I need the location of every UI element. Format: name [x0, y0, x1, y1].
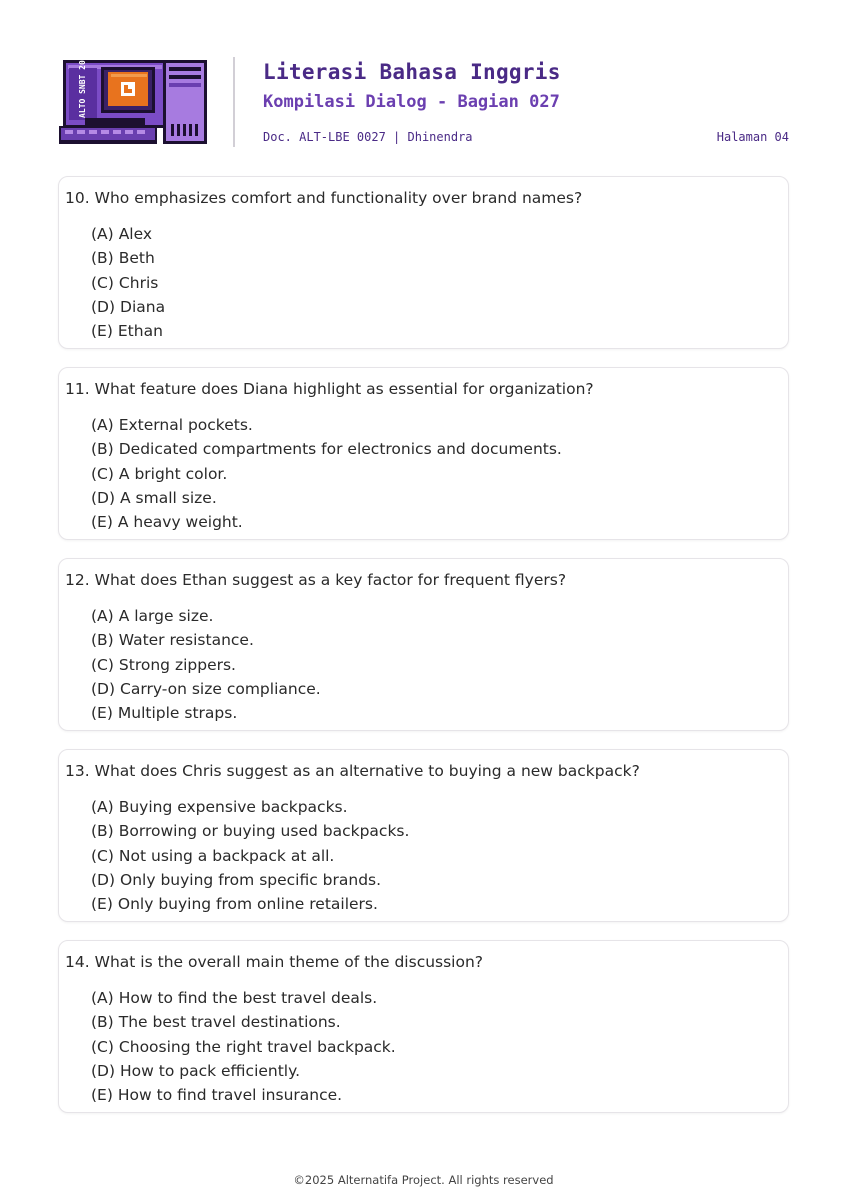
option-letter: (D)	[91, 679, 116, 698]
option-letter: (E)	[91, 322, 113, 341]
answer-options	[91, 413, 562, 534]
question-number: 10.	[65, 189, 90, 207]
option-text: Multiple straps.	[117, 704, 238, 723]
option-text: A bright color.	[118, 464, 228, 483]
option-letter: (E)	[91, 704, 113, 723]
alto-computer-logo	[55, 58, 210, 148]
question-card-11	[58, 367, 789, 540]
option-letter: (D)	[91, 488, 116, 507]
option-text: Diana	[120, 297, 166, 316]
answer-options	[91, 986, 396, 1107]
answer-option-c[interactable]	[91, 1035, 396, 1059]
document-title: Literasi Bahasa Inggris	[263, 60, 561, 84]
answer-option-a[interactable]	[91, 413, 562, 437]
option-letter: (B)	[91, 440, 114, 459]
option-letter: (E)	[91, 1086, 113, 1105]
question-prompt	[65, 762, 640, 780]
option-text: External pockets.	[118, 416, 253, 434]
answer-option-b[interactable]	[91, 246, 165, 270]
option-letter: (C)	[91, 273, 114, 292]
answer-option-d[interactable]	[91, 295, 165, 319]
answer-options	[91, 604, 321, 725]
answer-option-d[interactable]	[91, 868, 409, 892]
question-text: What does Chris suggest as an alternative to buying a new backpack?	[94, 762, 640, 780]
option-letter: (E)	[91, 513, 113, 532]
answer-option-c[interactable]	[91, 271, 165, 295]
question-card-14	[58, 940, 789, 1113]
answer-option-a[interactable]	[91, 795, 409, 819]
option-letter: (D)	[91, 297, 116, 316]
document-id: Doc. ALT-LBE 0027 | Dhinendra	[263, 130, 473, 144]
option-text: Beth	[118, 249, 155, 268]
option-text: Dedicated compartments for electronics and documents.	[118, 440, 562, 459]
answer-option-b[interactable]	[91, 628, 321, 652]
question-prompt	[65, 953, 483, 971]
answer-option-a[interactable]	[91, 604, 321, 628]
option-letter: (D)	[91, 870, 116, 889]
answer-option-d[interactable]	[91, 677, 321, 701]
option-text: How to find the best travel deals.	[118, 989, 378, 1007]
option-text: Borrowing or buying used backpacks.	[118, 822, 410, 841]
option-letter: (B)	[91, 249, 114, 268]
answer-option-e[interactable]	[91, 319, 165, 343]
answer-option-b[interactable]	[91, 437, 562, 461]
question-card-12	[58, 558, 789, 731]
answer-option-e[interactable]	[91, 701, 321, 725]
option-text: Only buying from specific brands.	[120, 870, 382, 889]
document-subtitle: Kompilasi Dialog - Bagian 027	[263, 92, 560, 112]
option-letter: (B)	[91, 1013, 114, 1032]
question-prompt	[65, 571, 566, 589]
option-letter: (A)	[91, 225, 114, 243]
question-text: What is the overall main theme of the discussion?	[94, 953, 484, 971]
question-card-13	[58, 749, 789, 922]
option-text: Alex	[118, 225, 153, 243]
option-text: Buying expensive backpacks.	[118, 798, 348, 816]
question-card-10	[58, 176, 789, 349]
answer-option-d[interactable]	[91, 486, 562, 510]
option-text: How to pack efficiently.	[120, 1061, 301, 1080]
answer-option-e[interactable]	[91, 1083, 396, 1107]
option-text: A small size.	[120, 488, 217, 507]
answer-option-d[interactable]	[91, 1059, 396, 1083]
option-text: A large size.	[118, 607, 214, 625]
option-text: Chris	[118, 273, 159, 292]
question-prompt	[65, 380, 594, 398]
option-letter: (C)	[91, 655, 114, 674]
option-letter: (B)	[91, 822, 114, 841]
answer-options	[91, 222, 165, 343]
answer-option-c[interactable]	[91, 462, 562, 486]
question-number: 13.	[65, 762, 90, 780]
question-number: 11.	[65, 380, 90, 398]
option-letter: (C)	[91, 846, 114, 865]
option-text: Choosing the right travel backpack.	[118, 1037, 396, 1056]
page-number: Halaman 04	[716, 130, 789, 144]
option-letter: (A)	[91, 416, 114, 434]
answer-option-c[interactable]	[91, 844, 409, 868]
option-letter: (A)	[91, 798, 114, 816]
question-text: What does Ethan suggest as a key factor for frequent flyers?	[94, 571, 567, 589]
question-number: 12.	[65, 571, 90, 589]
option-text: Not using a backpack at all.	[118, 846, 335, 865]
option-text: Carry-on size compliance.	[120, 679, 321, 698]
answer-option-b[interactable]	[91, 1010, 396, 1034]
question-prompt	[65, 189, 582, 207]
header-divider	[233, 57, 235, 147]
option-letter: (C)	[91, 464, 114, 483]
answer-option-e[interactable]	[91, 892, 409, 916]
option-letter: (A)	[91, 989, 114, 1007]
question-text: What feature does Diana highlight as essential for organization?	[94, 380, 594, 398]
answer-option-c[interactable]	[91, 653, 321, 677]
answer-option-b[interactable]	[91, 819, 409, 843]
question-text: Who emphasizes comfort and functionality over brand names?	[94, 189, 583, 207]
logo-text: ALTO SNBT 2025	[78, 58, 87, 118]
option-text: Ethan	[117, 322, 163, 341]
option-text: How to find travel insurance.	[117, 1086, 343, 1105]
question-number: 14.	[65, 953, 90, 971]
answer-option-a[interactable]	[91, 986, 396, 1010]
option-letter: (E)	[91, 895, 113, 914]
option-letter: (C)	[91, 1037, 114, 1056]
option-letter: (D)	[91, 1061, 116, 1080]
answer-option-a[interactable]	[91, 222, 165, 246]
copyright-footer: ©2025 Alternatifa Project. All rights reserved	[293, 1173, 554, 1187]
answer-options	[91, 795, 409, 916]
option-text: The best travel destinations.	[118, 1013, 341, 1032]
option-text: Strong zippers.	[118, 655, 236, 674]
option-letter: (B)	[91, 631, 114, 650]
answer-option-e[interactable]	[91, 510, 562, 534]
option-text: A heavy weight.	[117, 513, 243, 532]
option-letter: (A)	[91, 607, 114, 625]
option-text: Only buying from online retailers.	[117, 895, 378, 914]
option-text: Water resistance.	[118, 631, 254, 650]
